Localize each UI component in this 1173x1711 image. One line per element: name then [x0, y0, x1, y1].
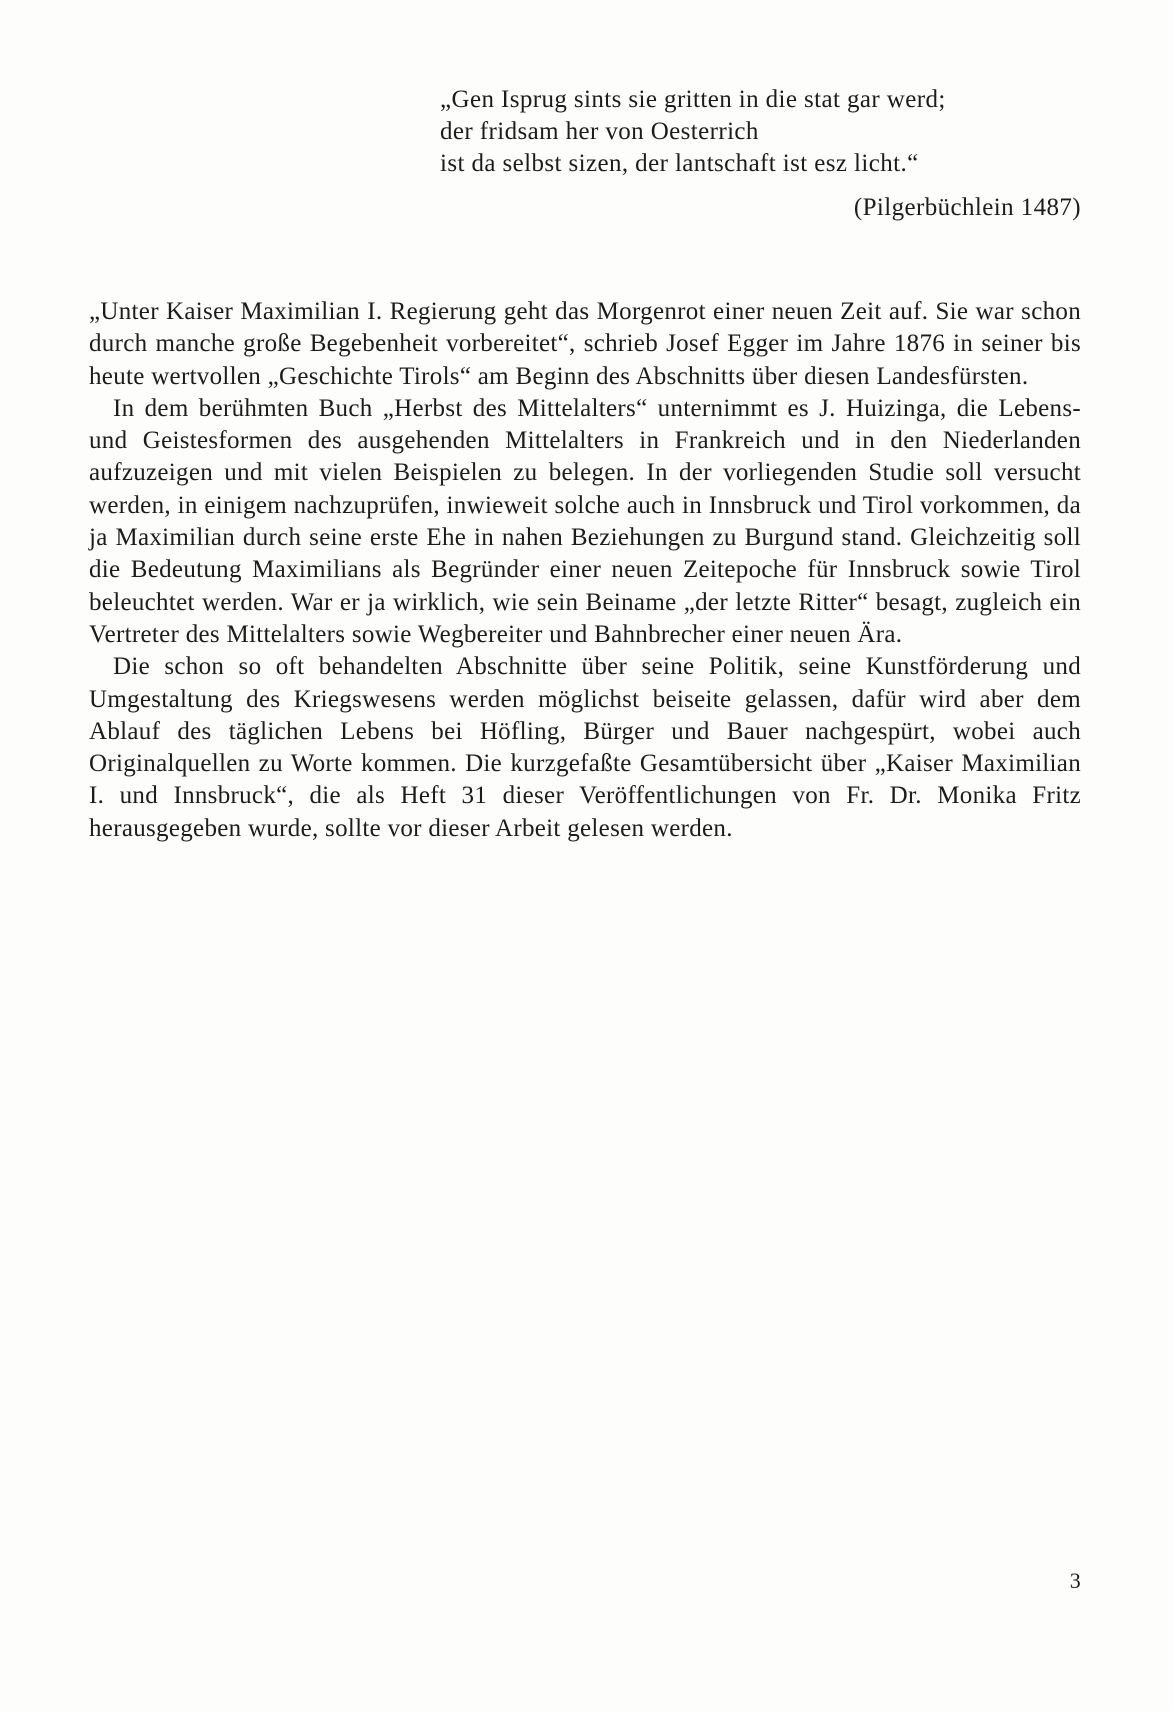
body-text [89, 296, 1081, 845]
paragraph: „Unter Kaiser Maximilian I. Regierung geht das Morgenrot einer neuen Zeit auf. Sie war schon durch manche große Begebenheit vorbereitet“, schrieb Josef Egger im Jahre 1876 in seiner bis heute wertvollen „Geschichte Tirols“ am Beginn des Abschnitts über diesen Landesfürsten. [89, 298, 1081, 390]
paragraph: In dem berühmten Buch „Herbst des Mittelalters“ unternimmt es J. Huizinga, die Lebens- und Geistesformen des ausgehenden Mittelalters in Frankreich und in den Niederlanden aufzuzeigen und mit vielen Beispielen zu belegen. In der vorliegenden Studie soll versucht werden, in einigem nachzuprüfen, inwieweit solche auch in Innsbruck und Tirol vorkommen, da ja Maximilian durch seine erste Ehe in nahen Beziehungen zu Burgund stand. Gleichzeitig soll die Bedeutung Maximilians als Begründer einer neuen Zeitepoche für Innsbruck sowie Tirol beleuchtet werden. War er ja wirklich, wie sein Beiname „der letzte Ritter“ besagt, zugleich ein Vertreter des Mittelalters sowie Wegbereiter und Bahnbrecher einer neuen Ära. [89, 394, 1081, 648]
epigraph-quote [440, 84, 1080, 180]
epigraph-line: „Gen Isprug sints sie gritten in die stat gar werd; [440, 86, 946, 113]
paragraph: Die schon so oft behandelten Abschnitte über seine Politik, seine Kunstförderung und Umgestaltung des Kriegswesens werden möglichst beiseite gelassen, dafür wird aber dem Ablauf des täglichen Lebens bei Höfling, Bürger und Bauer nachgespürt, wobei auch Originalquellen zu Worte kommen. Die kurzgefaßte Gesamtübersicht über „Kaiser Maximilian I. und Innsbruck“, die als Heft 31 dieser Veröffentlichungen von Fr. Dr. Monika Fritz herausgegeben wurde, sollte vor dieser Arbeit gelesen werden. [89, 653, 1081, 842]
epigraph-line: ist da selbst sizen, der lantschaft ist esz licht.“ [440, 150, 919, 177]
epigraph-source: (Pilgerbüchlein 1487) [853, 194, 1081, 221]
epigraph-line: der fridsam her von Oesterrich [440, 118, 759, 145]
page-number: 3 [1069, 1568, 1081, 1593]
